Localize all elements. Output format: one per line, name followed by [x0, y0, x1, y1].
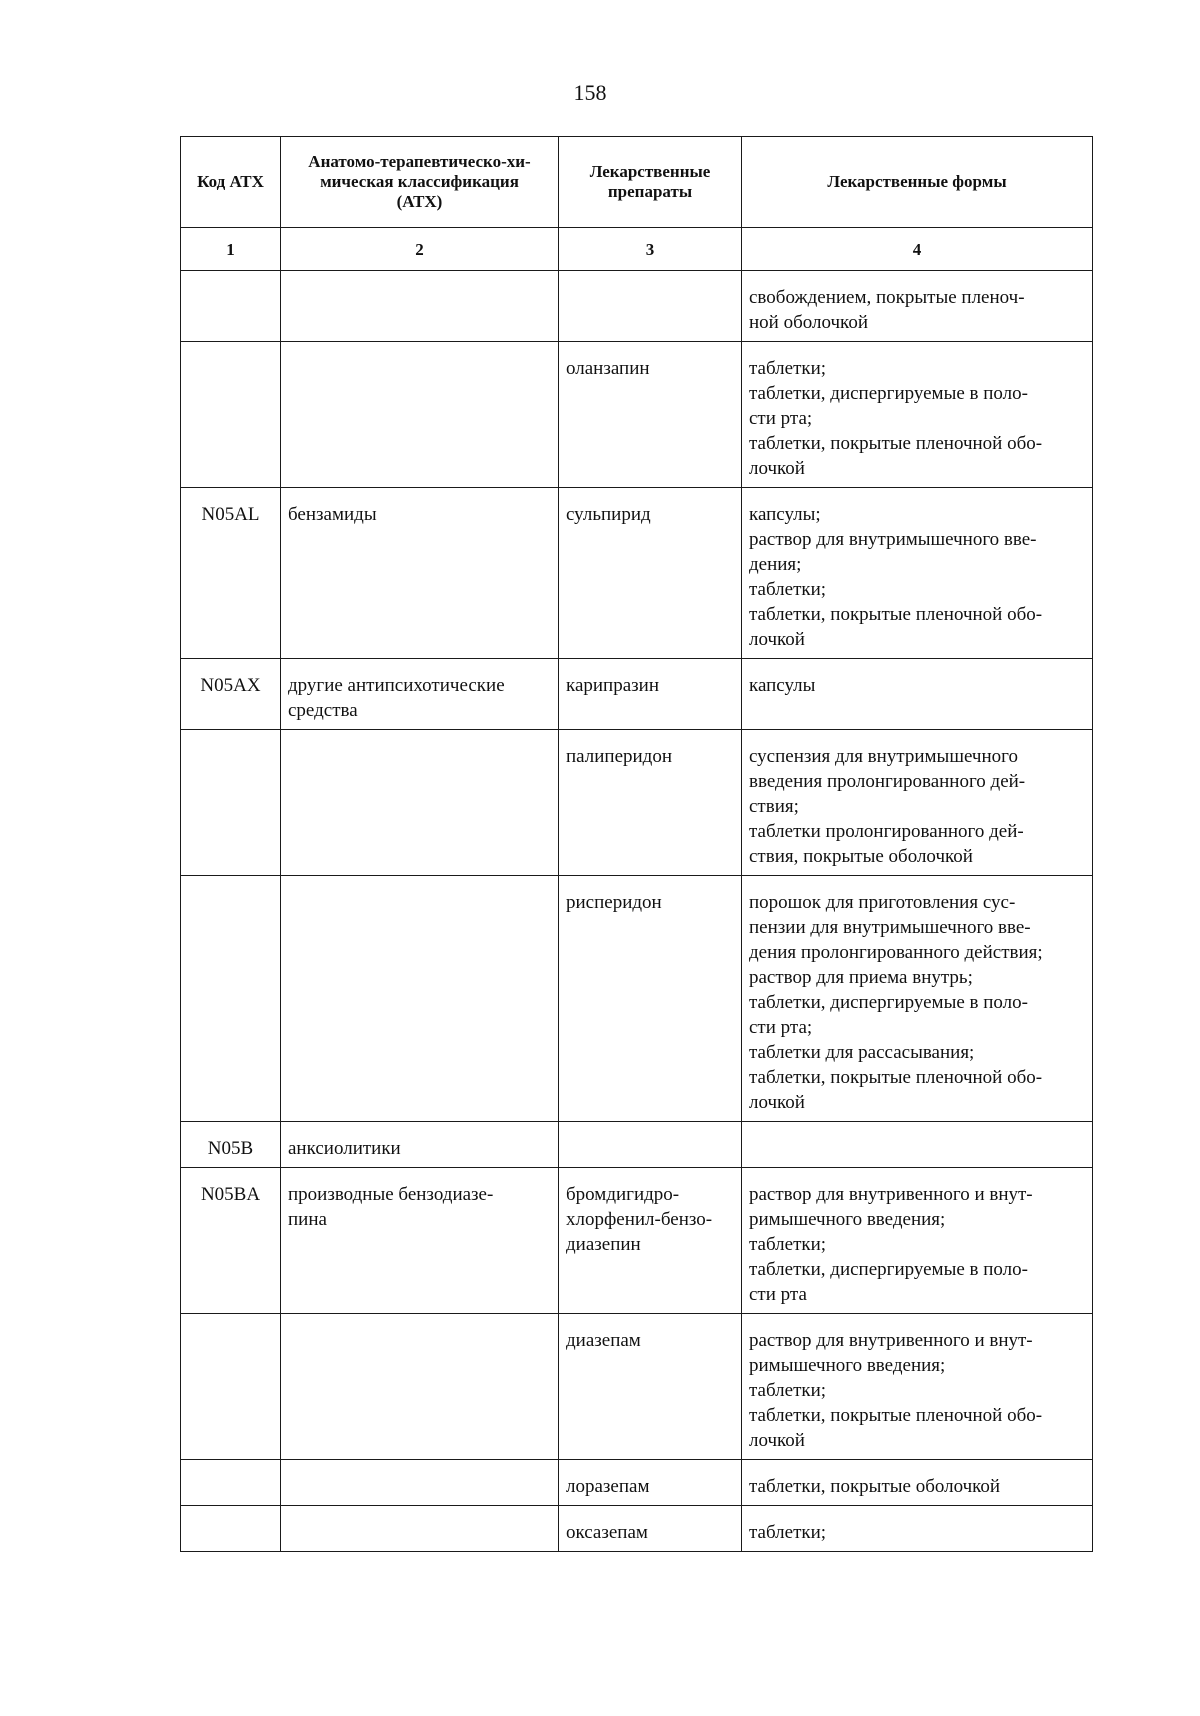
table-row [181, 730, 1093, 876]
header-row [181, 137, 1093, 228]
column-number-row [181, 228, 1093, 271]
forms-cell: раствор для внутривенного и внут- римышечного введения; таблетки; таблетки, диспергируемые в поло- сти рта [742, 1168, 1093, 1314]
forms-cell: таблетки; таблетки, диспергируемые в поло- сти рта; таблетки, покрытые пленочной обо- лочкой [742, 342, 1093, 488]
classification-cell [281, 730, 559, 876]
drug-cell [559, 271, 742, 342]
forms-cell: таблетки, покрытые оболочкой [742, 1460, 1093, 1506]
forms-cell: суспензия для внутримышечного введения пролонгированного дей- ствия; таблетки пролонгированного дей- ствия, покрытые оболочкой [742, 730, 1093, 876]
drug-cell: бромдигидро- хлорфенил-бензо- диазепин [559, 1168, 742, 1314]
atx-code-cell [181, 1460, 281, 1506]
table-row [181, 1314, 1093, 1460]
classification-cell: анксиолитики [281, 1122, 559, 1168]
atx-code-cell: N05B [181, 1122, 281, 1168]
header-drugs: Лекарственные препараты [559, 137, 742, 228]
atx-table [180, 136, 1093, 1552]
classification-cell [281, 1506, 559, 1552]
classification-cell: бензамиды [281, 488, 559, 659]
atx-code-cell: N05BA [181, 1168, 281, 1314]
atx-code-cell [181, 342, 281, 488]
table-row [181, 488, 1093, 659]
table-row [181, 1506, 1093, 1552]
forms-cell: порошок для приготовления сус- пензии для внутримышечного вве- дения пролонгированного действия; раствор для приема внутрь; таблетки, диспергируемые в поло- сти рта; таблетки для рассасывания; таблетки, покрытые пленочной обо- лочкой [742, 876, 1093, 1122]
drug-cell: сульпирид [559, 488, 742, 659]
atx-code-cell [181, 876, 281, 1122]
table-row [181, 342, 1093, 488]
atx-code-cell: N05AX [181, 659, 281, 730]
column-number: 4 [742, 228, 1093, 271]
drug-cell: оланзапин [559, 342, 742, 488]
table-row [181, 271, 1093, 342]
classification-cell [281, 1460, 559, 1506]
header-classification: Анатомо-терапевтическо-хи- мическая классификация (АТХ) [281, 137, 559, 228]
table-row [181, 1122, 1093, 1168]
drug-cell: лоразепам [559, 1460, 742, 1506]
classification-cell [281, 342, 559, 488]
header-forms: Лекарственные формы [742, 137, 1093, 228]
forms-cell: капсулы [742, 659, 1093, 730]
column-number: 3 [559, 228, 742, 271]
drug-cell: карипразин [559, 659, 742, 730]
classification-cell: производные бензодиазе- пина [281, 1168, 559, 1314]
forms-cell: свобождением, покрытые пленоч- ной оболочкой [742, 271, 1093, 342]
header-code: Код АТХ [181, 137, 281, 228]
atx-code-cell [181, 1506, 281, 1552]
atx-code-cell: N05AL [181, 488, 281, 659]
column-number: 2 [281, 228, 559, 271]
column-number: 1 [181, 228, 281, 271]
atx-code-cell [181, 730, 281, 876]
classification-cell: другие антипсихотические средства [281, 659, 559, 730]
classification-cell [281, 271, 559, 342]
table-row [181, 659, 1093, 730]
drug-cell: диазепам [559, 1314, 742, 1460]
drug-cell: палиперидон [559, 730, 742, 876]
table-row [181, 1168, 1093, 1314]
atx-code-cell [181, 271, 281, 342]
table-row [181, 1460, 1093, 1506]
table-row [181, 876, 1093, 1122]
classification-cell [281, 876, 559, 1122]
page-number: 158 [573, 80, 607, 105]
forms-cell: капсулы; раствор для внутримышечного вве- дения; таблетки; таблетки, покрытые пленочной обо- лочкой [742, 488, 1093, 659]
classification-cell [281, 1314, 559, 1460]
forms-cell: таблетки; [742, 1506, 1093, 1552]
drug-cell: рисперидон [559, 876, 742, 1122]
drug-cell [559, 1122, 742, 1168]
forms-cell: раствор для внутривенного и внут- римышечного введения; таблетки; таблетки, покрытые пленочной обо- лочкой [742, 1314, 1093, 1460]
forms-cell [742, 1122, 1093, 1168]
atx-code-cell [181, 1314, 281, 1460]
drug-cell: оксазепам [559, 1506, 742, 1552]
